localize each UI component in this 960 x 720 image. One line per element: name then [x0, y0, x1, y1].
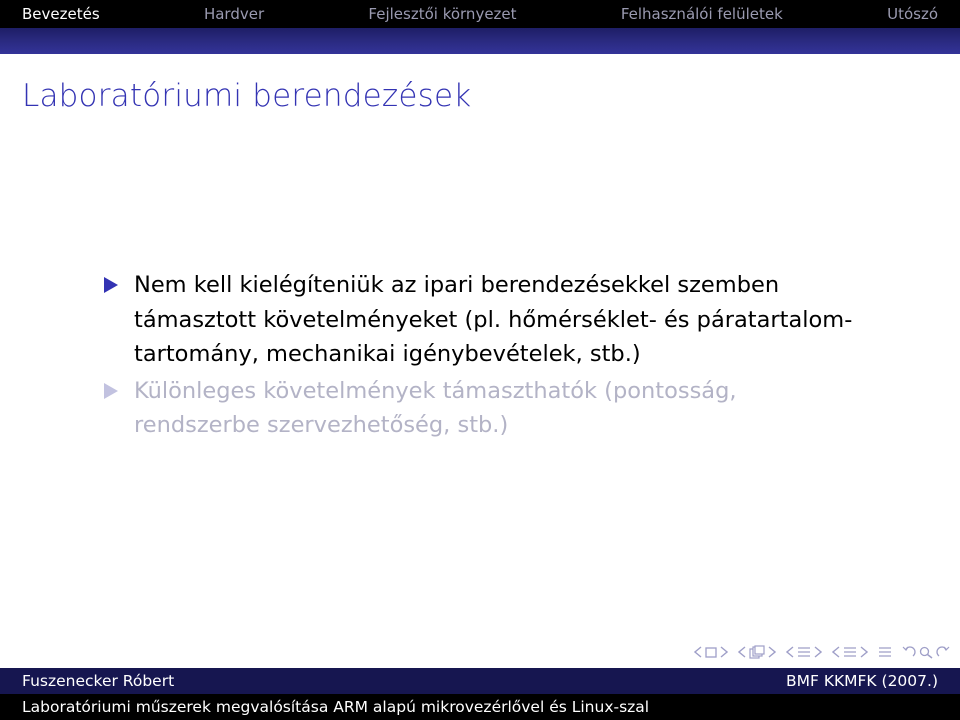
slide-content — [100, 268, 860, 445]
nav-item-bevezetes[interactable]: Bevezetés — [22, 5, 100, 23]
undo-icon[interactable] — [902, 646, 916, 658]
arrow-left-icon[interactable] — [832, 646, 840, 658]
footer-author-bar — [0, 668, 960, 694]
subsection-navigation[interactable] — [738, 645, 776, 659]
document-navigation[interactable] — [878, 646, 892, 658]
arrow-right-icon[interactable] — [720, 646, 728, 658]
triangle-bullet-icon — [104, 277, 118, 293]
section-navigation[interactable] — [786, 646, 822, 658]
section-lines-icon — [797, 646, 811, 658]
redo-icon[interactable] — [936, 646, 950, 658]
search-icon[interactable] — [919, 646, 933, 659]
nav-item-fejlesztoi-kornyezet[interactable]: Fejlesztői környezet — [368, 5, 517, 23]
header-stripe — [0, 28, 960, 54]
navigation-symbols — [694, 645, 950, 659]
nav-item-hardver[interactable]: Hardver — [203, 5, 265, 23]
section-navigation-bar — [0, 0, 960, 28]
bullet-item-special-requirements — [100, 374, 860, 443]
footer-institute: BMF KKMFK (2007.) — [785, 672, 938, 690]
frame-icon — [705, 647, 717, 658]
nav-item-utoszo[interactable]: Utószó — [887, 5, 938, 23]
frame-title: Laboratóriumi berendezések — [22, 78, 472, 114]
nav-item-felhasznaloi-feluletek[interactable]: Felhasználói felületek — [620, 5, 783, 23]
arrow-left-icon[interactable] — [786, 646, 794, 658]
frame-navigation[interactable] — [694, 646, 728, 658]
bullet-text: Különleges követelmények támaszthatók (pontosság, rendszerbe szervezhetőség, stb.) — [134, 377, 737, 438]
subsection-lines-icon — [843, 646, 857, 658]
stacked-frames-icon — [749, 645, 765, 659]
footer-author: Fuszenecker Róbert — [22, 672, 175, 690]
bullet-item-requirements — [100, 268, 860, 372]
triangle-bullet-icon — [104, 383, 118, 399]
arrow-left-icon[interactable] — [694, 646, 702, 658]
footer-title-bar — [0, 694, 960, 720]
bullet-text: Nem kell kielégíteniük az ipari berendezésekkel szemben támasztott követelményeket (pl. hőmérséklet- és páratartalom-tartomány, mechanikai igénybevételek, stb.) — [134, 272, 853, 367]
search-navigation[interactable] — [902, 646, 950, 659]
arrow-right-icon[interactable] — [860, 646, 868, 658]
arrow-left-icon[interactable] — [738, 646, 746, 658]
arrow-right-icon[interactable] — [814, 646, 822, 658]
arrow-right-icon[interactable] — [768, 646, 776, 658]
document-lines-icon[interactable] — [878, 646, 892, 658]
subsection-lines-navigation[interactable] — [832, 646, 868, 658]
footer-short-title: Laboratóriumi műszerek megvalósítása ARM alapú mikrovezérlővel és Linux-szal — [22, 698, 650, 716]
